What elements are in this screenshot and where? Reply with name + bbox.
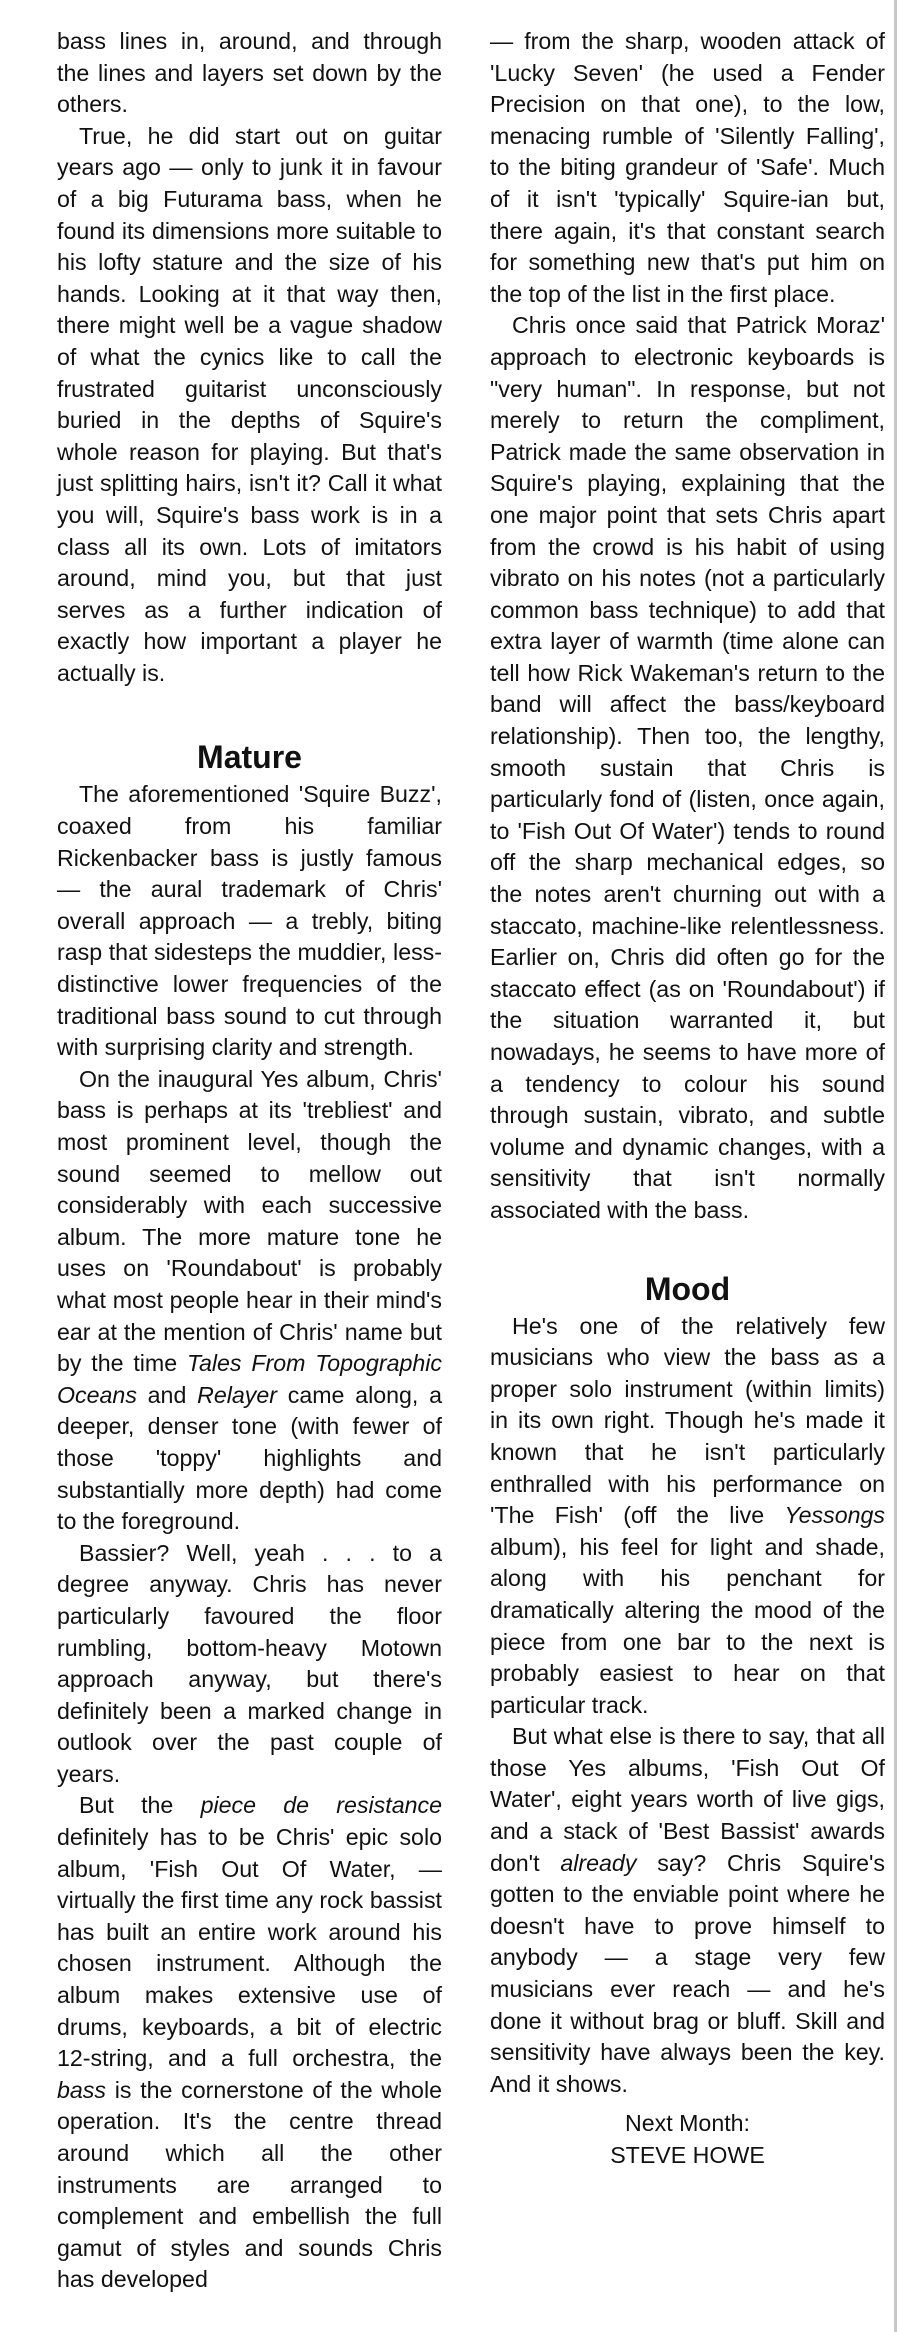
paragraph-continuation: bass lines in, around, and through the lines and layers set down by the others.	[57, 28, 442, 118]
paragraph-inaugural-album	[57, 1064, 442, 1538]
next-month-label: Next Month:	[624, 2110, 750, 2137]
heading-mood: Mood	[644, 1270, 731, 1307]
heading-mature: Mature	[197, 739, 302, 776]
italic-word-bass: bass	[57, 2076, 106, 2103]
text-run: came along, a deeper, denser tone (with fewer of those 'toppy' highlights and substantially more depth) had come to the foreground.	[57, 1381, 442, 1535]
text-run: is the cornerstone of the whole operation. It's the centre thread around which all the other instruments are arranged to complement and embellish the full gamut of styles and sounds Chris has developed	[57, 2076, 442, 2293]
next-month-name: STEVE HOWE	[610, 2142, 765, 2168]
paragraph-squire-buzz: The aforementioned 'Squire Buzz', coaxed from his familiar Rickenbacker bass is justly famous — the aural trademark of Chris' overall approach — a trebly, biting rasp that sidesteps the muddier, less-distinctive lower frequencies of the traditional bass sound to cut through with surprising clarity and strength.	[57, 781, 442, 1061]
text-run: album), his feel for light and shade, along with his penchant for dramatically altering the mood of the piece from one bar to the next is probably easiest to hear on that particular track.	[490, 1533, 885, 1718]
paragraph-continuation: — from the sharp, wooden attack of 'Lucky Seven' (he used a Fender Precision on that one), to the low, menacing rumble of 'Silently Falling', to the biting grandeur of 'Safe'. Much of it isn't 'typically' Squire-ian but, there again, it's that constant search for something new that's put him on the top of the list in the first place.	[490, 28, 885, 307]
text-run: He's one of the relatively few musicians who view the bass as a proper solo instrument (within limits) in its own right. Though he's made it known that he isn't particularly enthralled with his performance on 'The Fish' (off the live	[490, 1312, 885, 1529]
paragraph-bassier: Bassier? Well, yeah . . . to a degree anyway. Chris has never particularly favoured the floor rumbling, bottom-heavy Motown approach anyway, but there's definitely been a marked change in outlook over the past couple of years.	[57, 1539, 442, 1787]
paragraph-guitar-origins: True, he did start out on guitar years ago — only to junk it in favour of a big Futurama bass, when he found its dimensions more suitable to his lofty stature and the size of his hands. Looking at it that way then, there might well be a vague shadow of what the cynics like to call the frustrated guitarist unconsciously buried in the depths of Squire's whole reason for playing. But that's just splitting hairs, isn't it? Call it what you will, Squire's bass work is in a class all its own. Lots of imitators around, mind you, but that just serves as a further indication of exactly how important a player he actually is.	[57, 122, 442, 686]
album-title-yessongs: Yessongs	[784, 1502, 885, 1529]
text-run: But the	[79, 1792, 201, 1819]
text-run: definitely has to be Chris' epic solo album, 'Fish Out Of Water, — virtually the first time any rock bassist has built an entire work around his chosen instrument. Although the album makes extensive use of drums, keyboards, a bit of electric 12-string, and a full orchestra, the	[57, 1824, 442, 2072]
text-run: On the inaugural Yes album, Chris' bass is perhaps at its 'trebliest' and most prominent level, though the sound seemed to mellow out considerably with each successive album. The more mature tone he uses on 'Roundabout' is probably what most people hear in their mind's ear at the mention of Chris' name but by the time	[57, 1065, 442, 1377]
album-title-tales: Tales From Topographic Oceans	[57, 1350, 443, 1408]
album-title-relayer: Relayer	[197, 1381, 277, 1408]
text-run: say? Chris Squire's gotten to the enviable point where he doesn't have to prove himself to anybody — a stage very few musicians ever reach — and he's done it without brag or bluff. Skill and sensitivity have always been the key. And it shows.	[490, 1849, 885, 2097]
text-run: But what else is there to say, that all those Yes albums, 'Fish Out Of Water', eight years worth of live gigs, and a stack of 'Best Bassist' awards don't	[490, 1723, 885, 1876]
paragraph-patrick-moraz: Chris once said that Patrick Moraz' approach to electronic keyboards is "very human". In response, but not merely to return the compliment, Patrick made the same observation in Squire's playing, explaining that the one major point that sets Chris apart from the crowd is his habit of using vibrato on his notes (not a particularly common bass technique) to add that extra layer of warmth (time alone can tell how Rick Wakeman's return to the band will affect the bass/keyboard relationship). Then too, the lengthy, smooth sustain that Chris is particularly fond of (listen, once again, to 'Fish Out Of Water') tends to round off the sharp mechanical edges, so the notes aren't churning out with a staccato, machine-like relentlessness. Earlier on, Chris did often go for the staccato effect (as on 'Roundabout') if the situation warranted it, but nowadays, he seems to have more of a tendency to colour his sound through sustain, vibrato, and subtle volume and dynamic changes, with a sensitivity that isn't normally associated with the bass.	[490, 312, 885, 1223]
next-month-footer	[490, 2108, 885, 2171]
page-edge-shadow	[894, 0, 897, 2332]
text-run: and	[136, 1381, 198, 1408]
right-column	[490, 26, 885, 2172]
paragraph-conclusion	[490, 1721, 885, 2100]
paragraph-solo-instrument	[490, 1311, 885, 1722]
left-column	[57, 26, 442, 2296]
italic-word-already: already	[560, 1849, 637, 1876]
paragraph-piece-de-resistance	[57, 1790, 442, 2296]
italic-phrase: piece de resistance	[200, 1792, 442, 1819]
